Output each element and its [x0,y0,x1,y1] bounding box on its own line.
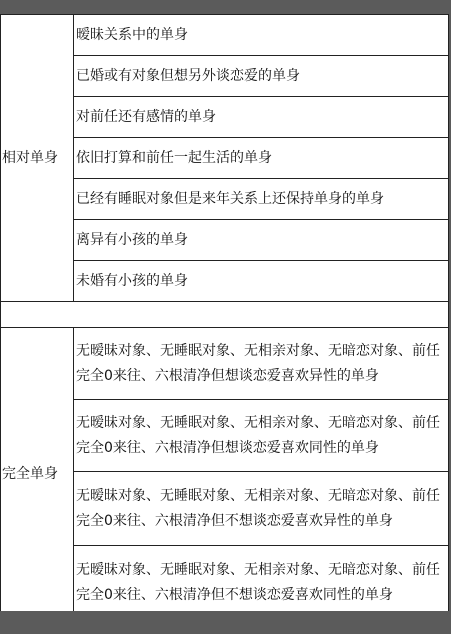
relative-item: 离异有小孩的单身 [74,220,449,261]
table-row [1,15,449,56]
empty-separator-row [1,302,449,328]
relative-item: 依旧打算和前任一起生活的单身 [74,138,449,179]
bottom-border-bar [0,611,451,634]
complete-item: 无暧昧对象、无睡眠对象、无相亲对象、无暗恋对象、前任完全0来往、六根清净但不想谈恋爱喜欢同性的单身 [74,546,449,621]
relative-item: 已婚或有对象但想另外谈恋爱的单身 [74,56,449,97]
complete-item: 无暧昧对象、无睡眠对象、无相亲对象、无暗恋对象、前任完全0来往、六根清净但想谈恋爱喜欢异性的单身 [74,328,449,400]
category-relative-single: 相对单身 [1,15,74,302]
category-complete-single: 完全单身 [1,328,74,621]
complete-item: 无暧昧对象、无睡眠对象、无相亲对象、无暗恋对象、前任完全0来往、六根清净但不想谈恋爱喜欢异性的单身 [74,472,449,546]
relative-item: 暧昧关系中的单身 [74,15,449,56]
relative-item: 对前任还有感情的单身 [74,97,449,138]
top-border-bar [0,0,451,14]
single-status-table-sheet [0,14,451,611]
relative-item: 未婚有小孩的单身 [74,261,449,302]
complete-item: 无暧昧对象、无睡眠对象、无相亲对象、无暗恋对象、前任完全0来往、六根清净但想谈恋爱喜欢同性的单身 [74,400,449,472]
single-status-table [0,14,449,621]
relative-item: 已经有睡眠对象但是来年关系上还保持单身的单身 [74,179,449,220]
empty-cell [1,302,449,328]
table-row [1,328,449,400]
